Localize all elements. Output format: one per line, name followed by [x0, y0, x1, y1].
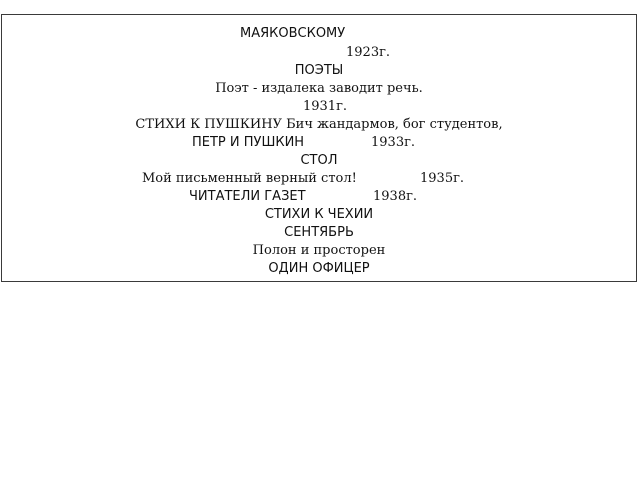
line-odin-ofitser: ОДИН ОФИЦЕР	[268, 261, 370, 276]
line-year-1931: 1931г.	[302, 99, 348, 114]
line-stol: СТОЛ	[300, 153, 338, 168]
line-chitateli-gazet: ЧИТАТЕЛИ ГАЗЕТ	[189, 189, 306, 204]
line-year-1923: 1923г.	[346, 45, 391, 60]
line-poety: ПОЭТЫ	[294, 63, 344, 78]
line-petr-i-pushkin: ПЕТР И ПУШКИН	[192, 135, 305, 150]
line-stikhi-k-pushkinu: СТИХИ К ПУШКИНУ Бич жандармов, бог студентов,	[135, 117, 503, 132]
line-year-1935: 1935г.	[420, 171, 465, 186]
line-polon-i-prostoren: Полон и просторен	[252, 243, 386, 258]
text-box	[1, 14, 637, 282]
line-mayakovskomu: МАЯКОВСКОМУ	[240, 26, 346, 41]
line-moy-pismenny: Мой письменный верный стол!	[142, 171, 357, 186]
line-year-1933: 1933г.	[371, 135, 416, 150]
line-stikhi-k-chekhii: СТИХИ К ЧЕХИИ	[264, 207, 374, 222]
line-sentyabr: СЕНТЯБРЬ	[284, 225, 354, 240]
line-poet-izdaleka: Поэт - издалека заводит речь.	[215, 81, 423, 96]
line-year-1938: 1938г.	[373, 189, 418, 204]
